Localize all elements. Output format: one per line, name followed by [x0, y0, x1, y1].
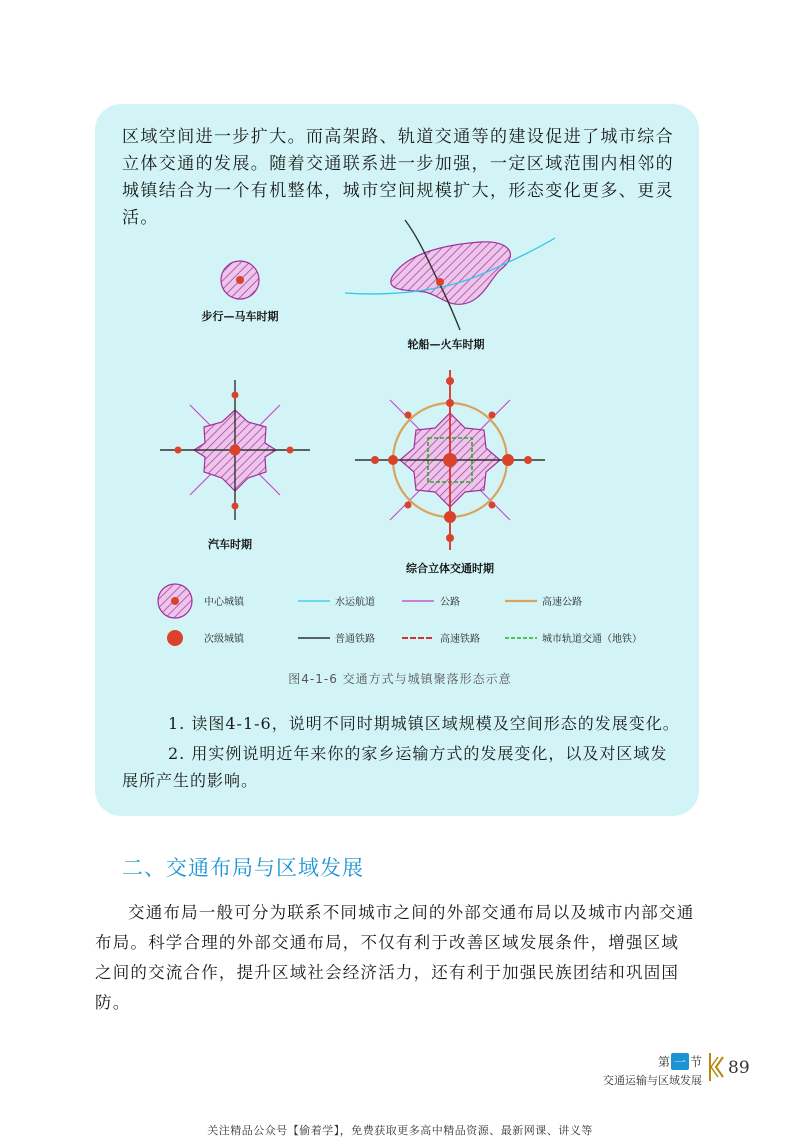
legend-central-town: 中心城镇	[204, 597, 244, 608]
stage1-figure	[221, 261, 259, 299]
figure-caption: 图4-1-6 交通方式与城镇聚落形态示意	[288, 672, 512, 686]
footer-note: 关注精品公众号【偷着学】，免费获取更多高中精品资源、最新网课、讲义等	[207, 1124, 593, 1137]
page-number: 89	[728, 1058, 750, 1078]
stage3-label: 汽车时期	[208, 538, 252, 551]
intro-paragraph: 区域空间进一步扩大。而高架路、轨道交通等的建设促进了城市综合立体交通的发展。随着交通联系进一步加强，一定区域范围内相邻的城镇结合为一个有机整体，城市空间规模扩大，形态变化更多、更灵活。	[122, 127, 674, 228]
body-paragraph: 交通布局一般可分为联系不同城市之间的外部交通布局以及城市内部交通布局。科学合理的外部交通布局，不仅有利于改善区域发展条件，增强区域之间的交流合作，提升区域社会经济活力，还有利于加强民族团结和巩固国防。	[95, 903, 695, 1012]
legend-expressway: 高速公路	[542, 597, 582, 608]
legend-railway: 普通铁路	[335, 634, 375, 645]
stage3-figure	[160, 380, 310, 520]
stage4-figure	[355, 370, 545, 550]
legend-road: 公路	[440, 597, 460, 608]
legend-waterway: 水运航道	[335, 597, 375, 608]
legend-high-speed-rail: 高速铁路	[440, 634, 480, 645]
legend-secondary-town-symbol	[167, 630, 183, 646]
section-title: 交通运输与区域发展	[603, 1074, 702, 1087]
stage1-label: 步行—马车时期	[201, 310, 279, 323]
stage2-figure	[345, 220, 555, 330]
stage2-label: 轮船—火车时期	[407, 338, 485, 351]
section-prefix: 第	[657, 1055, 670, 1069]
legend-metro: 城市轨道交通（地铁）	[542, 634, 642, 645]
settlement-diagram	[140, 210, 660, 660]
section-marker	[603, 1053, 702, 1088]
section-number: 一	[671, 1053, 689, 1070]
section-suffix: 节	[689, 1055, 702, 1069]
stage4-label: 综合立体交通时期	[406, 562, 494, 575]
question-2: 2. 用实例说明近年来你的家乡运输方式的发展变化，以及对区域发展所产生的影响。	[122, 744, 668, 790]
section-heading: 二、交通布局与区域发展	[122, 856, 364, 880]
chevron-divider-icon	[706, 1053, 726, 1081]
legend	[158, 584, 642, 646]
question-1: 1. 读图4-1-6，说明不同时期城镇区域规模及空间形态的发展变化。	[168, 714, 680, 733]
legend-secondary-town: 次级城镇	[204, 634, 244, 645]
